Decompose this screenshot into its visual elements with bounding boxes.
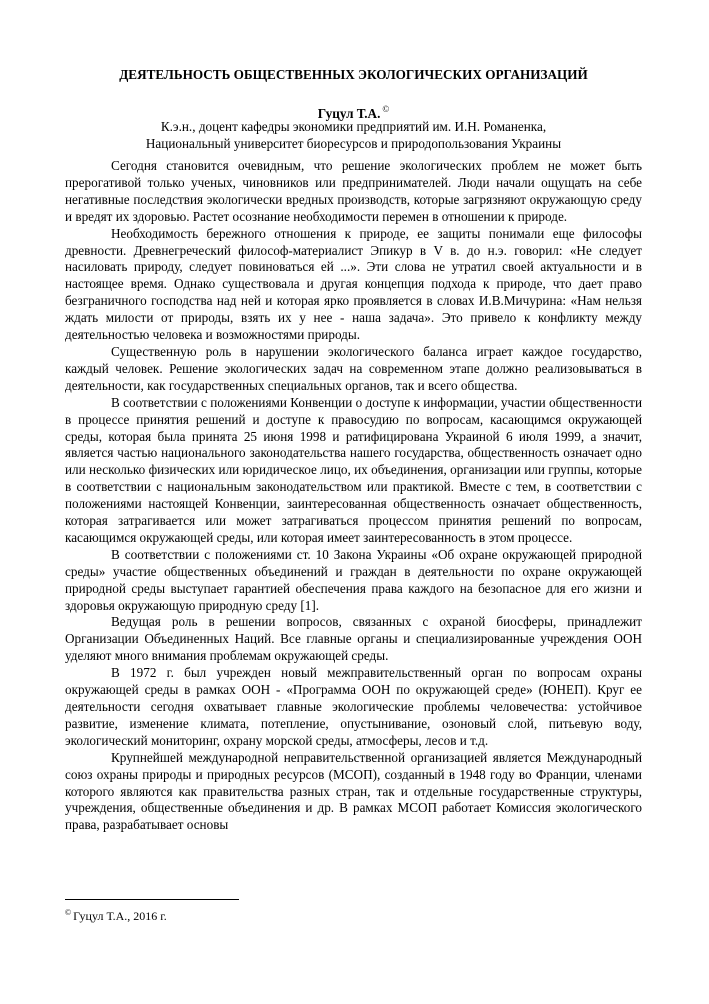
paragraph: В 1972 г. был учрежден новый межправительственный орган по вопросам охраны окружающей среды в рамках ООН - «Программа ООН по окружающей среде» (ЮНЕП). Круг ее деятельности сегодня охватывает главные экологические проблемы человечества: устойчивое развитие, изменение климата, потепление, опустынивание, озоновый слой, питьевую воду, экологический мониторинг, охрану морской среды, атмосферы, лесов и т.д. — [65, 665, 642, 748]
footnote-mark: © — [65, 908, 72, 917]
article-title: ДЕЯТЕЛЬНОСТЬ ОБЩЕСТВЕННЫХ ЭКОЛОГИЧЕСКИХ ОРГАНИЗАЦИЙ — [119, 67, 588, 82]
affiliation-line-2: Национальный университет биоресурсов и природопользования Украины — [145, 136, 562, 151]
footnote — [65, 905, 167, 924]
paragraph: Крупнейшей международной неправительственной организацией является Международный союз охраны природы и природных ресурсов (МСОП), созданный в 1948 году во Франции, членами которого являются как правительства разных стран, так и отдельные государственные структуры, учреждения, общественные объединения и др. В рамках МСОП работает Комиссия экологического права, разрабатывает основы — [65, 749, 642, 833]
copyright-mark: © — [382, 104, 390, 114]
affiliation — [65, 118, 642, 152]
paragraph: В соответствии с положениями Конвенции о доступе к информации, участии общественности в процессе принятия решений и доступе к правосудию по вопросам, касающимся окружающей среды, которая была принята 25 июня 1998 и ратифицирована Украиной 6 июля 1999, а значит, является частью национального законодательства нашего государства, общественность означает одно или несколько физических или юридическое лицо, их объединения, организации или группы, которые в соответствии с национальным законодательством или практикой. Вместе с тем, в соответствии с положениями настоящей Конвенции, заинтересованная общественность означает общественность, которая затрагивается или может затрагиваться процессом принятия решений по вопросам, касающимся окружающей среды, или которая имеет заинтересованность в этом процессе. — [65, 394, 642, 545]
footnote-divider — [65, 899, 239, 900]
paragraph: Сегодня становится очевидным, что решение экологических проблем не может быть прерогативой только ученых, чиновников или предпринимателей. Люди начали ощущать на себе негативные последствия экологически вредных производств, которые загрязняют окружающую среду и вредят их здоровью. Растет осознание необходимости перемен в отношении к природе. — [65, 158, 642, 224]
footnote-text: Гуцул Т.А., 2016 г. — [73, 909, 167, 923]
article-body — [65, 158, 642, 834]
paragraph: Существенную роль в нарушении экологического баланса играет каждое государство, каждый человек. Решение экологических задач на современном этапе должно реализовываться в деятельности, как государственных специальных органов, так и всего общества. — [65, 343, 642, 393]
author-name: Гуцул Т.А. — [317, 106, 381, 121]
paragraph: Ведущая роль в решении вопросов, связанных с охраной биосферы, принадлежит Организации Объединенных Наций. Все главные органы и специализированные учреждения ООН уделяют много внимания проблемам окружающей среды. — [65, 614, 642, 664]
affiliation-line-1: К.э.н., доцент кафедры экономики предприятий им. И.Н. Романенка, — [160, 119, 547, 134]
paragraph: В соответствии с положениями ст. 10 Закона Украины «Об охране окружающей природной среды» участие общественных объединений и граждан в деятельности по охране окружающей природной среды выступает гарантией обеспечения права каждого на безопасное для его жизни и здоровья окружающую природную среду [1]. — [65, 546, 642, 613]
paragraph: Необходимость бережного отношения к природе, ее защиты понимали еще философы древности. Древнегреческий философ-материалист Эпикур в V в. до н.э. говорил: «Не следует насиловать природу, следует повиноваться ей ...». Эти слова не утратил своей актуальности и в настоящее время. Однако существовала и другая концепция подхода к природе, что дает право безграничного господства над ней и которая ярко проявляется в словах И.В.Мичурина: «Нам нельзя ждать милости от природы, взять их у нее - наша задача». Это привело к конфликту между деятельностью человека и возможностями природы. — [65, 225, 642, 343]
